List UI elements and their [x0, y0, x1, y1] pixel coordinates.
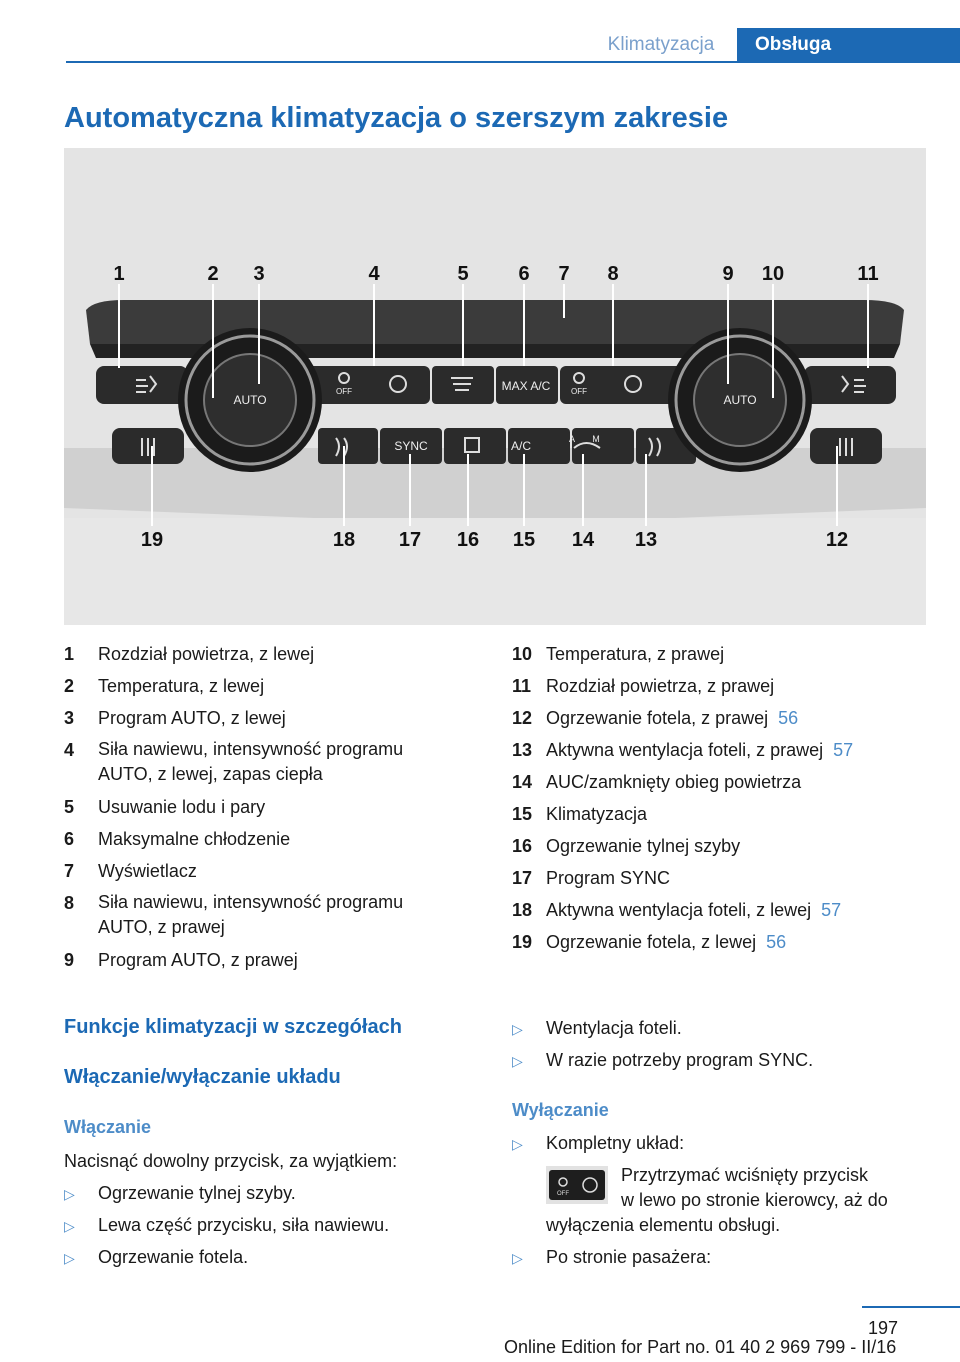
section-heading: Funkcje klimatyzacji w szczegółach	[64, 1016, 402, 1038]
on-text: Nacisnąć dowolny przycisk, za wyjątkiem:	[64, 1151, 398, 1171]
page-title: Automatyczna klimatyzacja o szerszym zakresie	[64, 102, 729, 134]
edition-footer: Online Edition for Part no. 01 40 2 969 799 - II/16	[504, 1337, 897, 1357]
callout-3: 3	[253, 263, 265, 285]
callout-17: 17	[398, 529, 422, 551]
off-label-left: OFF	[336, 387, 352, 396]
callout-11: 11	[857, 263, 879, 285]
callout-1: 1	[113, 263, 125, 285]
legend-left	[64, 638, 454, 976]
callout-5: 5	[457, 263, 469, 285]
off-text-line2: w lewo po stronie kierowcy, aż do	[621, 1190, 888, 1210]
auto-label-left: AUTO	[233, 393, 267, 407]
list-item: ▷ Kompletny układ:	[512, 1131, 684, 1156]
callout-19: 19	[140, 529, 164, 551]
auto-label-right: AUTO	[723, 393, 757, 407]
legend-item: 7 Wyświetlacz	[64, 861, 197, 881]
sync-label: SYNC	[394, 439, 428, 453]
callout-12: 12	[825, 529, 849, 551]
legend-item: 17 Program SYNC	[512, 868, 671, 888]
bullet-triangle-icon: ▷	[512, 1136, 523, 1152]
legend-right	[512, 638, 932, 958]
off-mini-label: OFF	[557, 1191, 569, 1197]
legend-item: 11 Rozdział powietrza, z prawej	[512, 676, 775, 696]
off-heading: Wyłączanie	[512, 1100, 609, 1120]
legend-item: 3 Program AUTO, z lewej	[64, 708, 286, 728]
page-ref-link[interactable]: 57	[833, 740, 854, 760]
bullet-triangle-icon: ▷	[64, 1250, 75, 1266]
bullet-triangle-icon: ▷	[64, 1186, 75, 1202]
callout-2: 2	[207, 263, 219, 285]
callout-4: 4	[368, 263, 380, 285]
callout-10: 10	[761, 263, 785, 285]
bullet-triangle-icon: ▷	[512, 1250, 523, 1266]
header-chapter: Obsługa	[737, 28, 960, 61]
page-number: 197	[867, 1318, 898, 1338]
page-ref-link[interactable]: 56	[766, 932, 787, 952]
on-heading: Włączanie	[64, 1117, 152, 1137]
header-section: Klimatyzacja	[607, 34, 715, 55]
legend-item: 5 Usuwanie lodu i pary	[64, 797, 266, 817]
legend-item: 6 Maksymalne chłodzenie	[64, 829, 291, 849]
legend-item: 10 Temperatura, z prawej	[512, 644, 725, 664]
legend-item: 2 Temperatura, z lewej	[64, 676, 265, 696]
list-item: ▷ Ogrzewanie tylnej szyby.	[64, 1181, 296, 1206]
footer-rule	[862, 1306, 960, 1308]
bullet-triangle-icon: ▷	[64, 1218, 75, 1234]
legend-item: 15 Klimatyzacja	[512, 804, 648, 824]
list-item: ▷ Lewa część przycisku, siła nawiewu.	[64, 1213, 389, 1238]
callout-16: 16	[456, 529, 480, 551]
legend-item: 18 Aktywna wentylacja foteli, z lewej 57	[512, 900, 842, 920]
legend-item: 8 Siła nawiewu, intensywność programu AUTO, z prawej	[64, 892, 404, 937]
page-ref-link[interactable]: 56	[778, 708, 799, 728]
callout-18: 18	[332, 529, 356, 551]
subsection-heading: Włączanie/wyłączanie układu	[64, 1066, 341, 1088]
auc-a-label: A	[568, 434, 576, 444]
legend-item: 13 Aktywna wentylacja foteli, z prawej 57	[512, 740, 854, 760]
callout-13: 13	[634, 529, 658, 551]
bullet-triangle-icon: ▷	[512, 1021, 523, 1037]
callout-15: 15	[512, 529, 536, 551]
bullet-triangle-icon: ▷	[512, 1053, 523, 1069]
header-rule	[66, 61, 960, 63]
ac-label: A/C	[510, 439, 532, 453]
legend-item: 16 Ogrzewanie tylnej szyby	[512, 836, 741, 856]
list-item: ▷ W razie potrzeby program SYNC.	[512, 1048, 813, 1073]
auc-m-label: M	[592, 434, 600, 444]
legend-item: 14 AUC/zamknięty obieg powietrza	[512, 772, 802, 792]
callout-8: 8	[607, 263, 619, 285]
legend-item: 19 Ogrzewanie fotela, z lewej 56	[512, 932, 787, 952]
legend-item: 12 Ogrzewanie fotela, z prawej 56	[512, 708, 799, 728]
off-label-right: OFF	[571, 387, 587, 396]
callout-7: 7	[558, 263, 570, 285]
list-item: ▷ Wentylacja foteli.	[512, 1016, 682, 1041]
legend-item: 9 Program AUTO, z prawej	[64, 950, 298, 970]
off-text-line3: wyłączenia elementu obsługi.	[546, 1215, 781, 1235]
page-ref-link[interactable]: 57	[821, 900, 842, 920]
legend-item: 1 Rozdział powietrza, z lewej	[64, 644, 315, 664]
climate-control-panel-figure	[64, 148, 926, 625]
callout-9: 9	[722, 263, 734, 285]
list-item: ▷ Po stronie pasażera:	[512, 1245, 711, 1270]
legend-item: 4 Siła nawiewu, intensywność programu AUTO, z lewej, zapas ciepła	[64, 739, 404, 784]
callout-6: 6	[518, 263, 530, 285]
list-item: ▷ Ogrzewanie fotela.	[64, 1245, 248, 1270]
off-text-line1: Przytrzymać wciśnięty przycisk	[621, 1165, 869, 1185]
fan-off-button-icon	[546, 1166, 608, 1204]
max-ac-label: MAX A/C	[501, 379, 551, 393]
callout-14: 14	[571, 529, 595, 551]
